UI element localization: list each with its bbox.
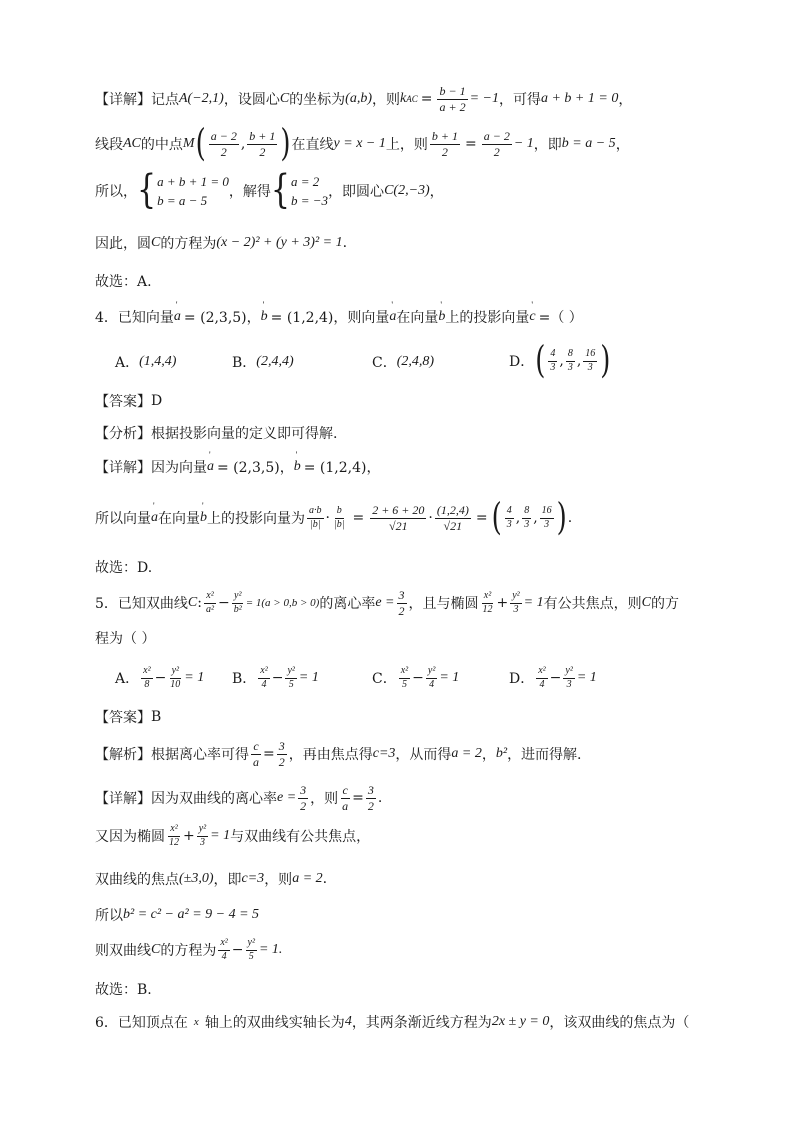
question-6: 6．已知顶点在 x 轴上的双曲线实轴长为 4 ，其两条渐近线方程为 2x ± y = 0 ，该双曲线的焦点为（ (95, 1014, 690, 1031)
option-a: A． (1,4,4) (115, 354, 177, 371)
analysis-5: 【解析】 根据离心率可得 $\frac{c}{a}$ = $\frac{3}{2}$ ，再由焦点得 c=3 ，从而得 a = 2 ， b² ，进而得解. (95, 738, 582, 769)
text: 故选：A. (95, 274, 152, 290)
option-b: B． (2,4,4) (232, 354, 294, 371)
xiangjie-tag: 【详解】 (95, 460, 151, 476)
math: ' a (389, 309, 396, 325)
fraction: $\frac{a - 2}{2}$ (483, 128, 510, 159)
text: = (2,3,5)， (183, 310, 261, 326)
fraction: $\frac{b - 1}{a + 2}$ (439, 83, 466, 114)
math-sub: AC (406, 94, 418, 104)
equation-solution: { a = 2 b = −3 (270, 167, 329, 214)
math: k (400, 91, 407, 106)
text: ， (429, 184, 444, 200)
fraction: $\frac{b + 1}{2}$ (249, 128, 276, 159)
math: M (182, 136, 195, 151)
fraction: $\frac{b + 1}{2}$ (431, 128, 458, 159)
text: ，则 (372, 92, 400, 108)
detail-line-3 (95, 167, 444, 214)
detail-line-4 (95, 232, 347, 254)
detail-5-line-4: 所以 b² = c² − a² = 9 − 4 = 5 (95, 907, 260, 924)
text: ， (615, 137, 630, 153)
detail-5-line-1: 【详解】 因为双曲线的离心率 e = $\frac{3}{2}$ ，则 $\frac{c}{a}$ = $\frac{3}{2}$ . (95, 782, 383, 813)
math: a + b + 1 = 0 (540, 91, 619, 106)
choose-4: 故选：D. (95, 560, 153, 576)
text: 的坐标为 (289, 92, 346, 108)
math: C(2,−3) (384, 183, 430, 198)
detail-5-line-3: 双曲线的焦点 (±3,0) ，即 c=3 ，则 a = 2 . (95, 871, 328, 888)
math: A(−2,1) (179, 91, 224, 106)
answer-tag: 【答案】 (95, 394, 151, 410)
question-5-cont: 程为（ ） (95, 631, 156, 647)
answer-5 (95, 707, 161, 727)
math: = (420, 91, 433, 107)
analysis-4 (95, 423, 337, 443)
math: = −1 (469, 91, 499, 106)
detail-line-2: 线段 AC 的中点 M ( $\frac{a - 2}{2}$ , $\frac{b + 1}{2}$ ) 在直线 y = x − 1 上，则 $\frac{b + 1}{2}$ = $\frac{a - 2}{2}$ − 1 ，即 b = a − 5 ， (95, 122, 630, 166)
math: ' b (261, 309, 268, 325)
detail-4-line-1: 【详解】 因为向量 ' a = (2,3,5)， ' b = (1,2,4)， (95, 455, 380, 479)
text: 在直线 (291, 137, 334, 153)
math: ' b (438, 309, 445, 325)
option-a: A． $\frac{\text{x²}}{8}$ − $\frac{\text{y²}}{10}$ = 1 (115, 665, 205, 690)
math: C (151, 235, 161, 250)
text: ，设圆心 (223, 92, 280, 108)
answer-tag: 【答案】 (95, 710, 151, 726)
text: 记点 (151, 92, 179, 108)
text: 的中点 (140, 137, 183, 153)
text: ，解得 (228, 184, 271, 200)
paren: ) (280, 122, 291, 166)
text: . (342, 235, 348, 251)
text: 4．已知向量 (95, 310, 174, 326)
text: ，可得 (498, 92, 541, 108)
xiangjie-tag: 【详解】 (95, 791, 151, 807)
text: 的方程为 (160, 236, 217, 252)
math: ' a (174, 309, 181, 325)
option-b: B． $\frac{\text{x²}}{4}$ − $\frac{\text{y²}}{5}$ = 1 (232, 665, 319, 690)
text: ，即 (533, 137, 562, 153)
answer-4 (95, 391, 162, 411)
text: = (1,2,4)，则向量 (270, 310, 390, 326)
math: b = a − 5 (561, 136, 616, 151)
detail-line-1 (95, 84, 632, 114)
question-4 (95, 305, 583, 329)
option-c: C． $\frac{\text{x²}}{5}$ − $\frac{\text{y²}}{4}$ = 1 (372, 665, 460, 690)
math: (a,b) (345, 91, 372, 106)
text: 上，则 (385, 137, 428, 153)
math: C (279, 91, 290, 106)
analysis-text: 根据投影向量的定义即可得解. (151, 426, 338, 442)
question-5: 5．已知双曲线 C : $\frac{\text{x²}}{\text{a²}}$ − $\frac{\text{y²}}{\text{b²}}$ = 1(a > 0,b > 0) 的离心率 e = $\frac{3}{2}$ ，且与椭圆 $\frac{\text{x²}}{12}$ + $\frac{\text{y²}}{3}$ = 1 有公共焦点，则 C 的方 (95, 587, 679, 618)
text: 所以， (95, 184, 137, 200)
option-d: D． $\frac{\text{x²}}{4}$ − $\frac{\text{y²}}{3}$ = 1 (509, 665, 597, 690)
text: ，即圆心 (328, 184, 385, 200)
option-c: C． (2,4,8) (372, 354, 435, 371)
math: ' c (529, 309, 535, 325)
detail-5-line-5: 则双曲线 C 的方程为 $\frac{\text{x²}}{4}$ − $\frac{\text{y²}}{5}$ = 1. (95, 937, 283, 962)
answer-value: D (151, 393, 163, 409)
text: 在向量 (396, 310, 439, 326)
text: 因此，圆 (95, 236, 151, 252)
math: AC (123, 136, 141, 151)
analysis-tag: 【分析】 (95, 426, 151, 442)
math: − 1 (513, 136, 534, 151)
answer-value: B (151, 709, 162, 725)
paren: ( (195, 122, 206, 166)
math: y = x − 1 (333, 136, 386, 151)
text: 线段 (95, 137, 123, 153)
text: ， (618, 92, 633, 108)
option-d: D． ( $\frac{4}{3}$ , $\frac{8}{3}$ , $\frac{16}{3}$ ) (509, 339, 611, 383)
detail-5-line-2: 又因为椭圆 $\frac{\text{x²}}{12}$ + $\frac{\text{y²}}{3}$ = 1 与双曲线有公共焦点， (95, 823, 371, 848)
fraction: $\frac{a - 2}{2}$ (210, 128, 237, 159)
detail-4-line-2: 所以向量 ' a 在向量 ' b 上的投影向量为 $\frac{a\cdot b}{|b|}$ · $\frac{b}{|b|}$ = $\frac{2 + 6 + 20}{√21}$ · $\frac{(1,2,4)}{√21}$ = ( $\frac{4}{3}$ , $\frac{8}{3}$ , $\frac{16}{3}$ ) . (95, 496, 572, 540)
circle-equation: (x − 2)² + (y + 3)² = 1 (216, 235, 343, 250)
text: 上的投影向量 (445, 310, 530, 326)
choose-5: 故选：B. (95, 982, 152, 998)
text: =（ ） (538, 310, 583, 326)
equation-system: { a + b + 1 = 0 b = a − 5 (137, 167, 229, 214)
xiangjie-tag: 【详解】 (95, 92, 151, 108)
choose-line (95, 271, 152, 291)
jiexi-tag: 【解析】 (95, 747, 151, 763)
